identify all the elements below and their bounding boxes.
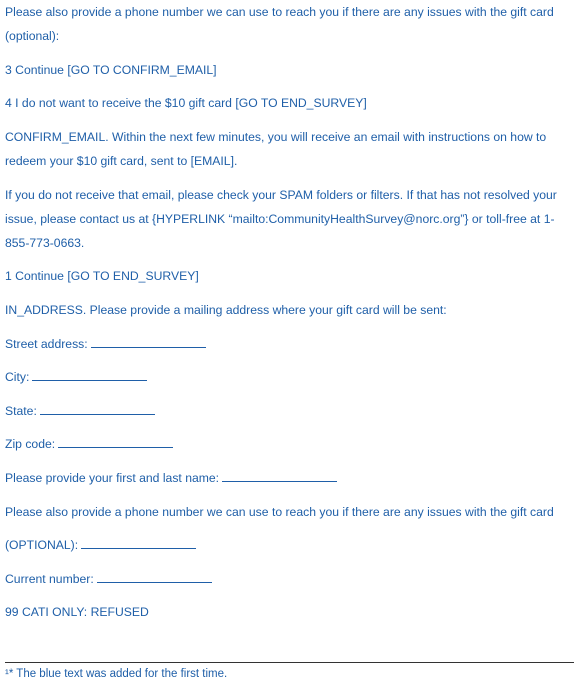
- phone-intro-paragraph-2: Please also provide a phone number we can use to reach you if there are any issues with the gift card: [5, 505, 554, 519]
- current-number-blank: [97, 572, 212, 583]
- name-label: Please provide your first and last name:: [5, 471, 220, 485]
- street-address-label: Street address:: [5, 337, 88, 351]
- state-blank: [40, 404, 155, 415]
- zip-code-row: [5, 432, 571, 456]
- document-body: [5, 0, 571, 624]
- option-continue-end-survey: 1 Continue [GO TO END_SURVEY]: [5, 269, 199, 283]
- current-number-row: [5, 567, 571, 591]
- state-label: State:: [5, 404, 37, 418]
- zip-code-label: Zip code:: [5, 437, 56, 451]
- option-continue-confirm-email: 3 Continue [GO TO CONFIRM_EMAIL]: [5, 63, 217, 77]
- city-blank: [32, 370, 147, 381]
- optional-blank: [81, 538, 196, 549]
- phone-intro-paragraph: Please also provide a phone number we can use to reach you if there are any issues with the gift card (optional):: [5, 5, 554, 43]
- optional-row: [5, 533, 571, 557]
- city-label: City:: [5, 370, 30, 384]
- street-address-blank: [91, 337, 206, 348]
- zip-code-blank: [58, 437, 173, 448]
- in-address-prompt: IN_ADDRESS. Please provide a mailing address where your gift card will be sent:: [5, 303, 447, 317]
- name-blank: [222, 471, 337, 482]
- refused-option: 99 CATI ONLY: REFUSED: [5, 605, 149, 619]
- state-row: [5, 399, 571, 423]
- option-decline-gift-card: 4 I do not want to receive the $10 gift card [GO TO END_SURVEY]: [5, 96, 367, 110]
- name-row: [5, 466, 571, 490]
- current-number-label: Current number:: [5, 572, 94, 586]
- confirm-email-paragraph: CONFIRM_EMAIL. Within the next few minutes, you will receive an email with instructions on how to redeem your $10 gift card, sent to [EMAIL].: [5, 130, 547, 168]
- footnote-separator: [5, 662, 574, 663]
- spam-note-paragraph: If you do not receive that email, please check your SPAM folders or filters. If that has not resolved your issue, please contact us at {HYPERLINK “mailto:CommunityHealthSurvey@norc.org”} or toll-free at 1-855-773-0663.: [5, 188, 557, 250]
- footnote: ¹* The blue text was added for the first time.: [5, 668, 228, 680]
- street-address-row: [5, 332, 571, 356]
- city-row: [5, 365, 571, 389]
- optional-label: (OPTIONAL):: [5, 538, 79, 552]
